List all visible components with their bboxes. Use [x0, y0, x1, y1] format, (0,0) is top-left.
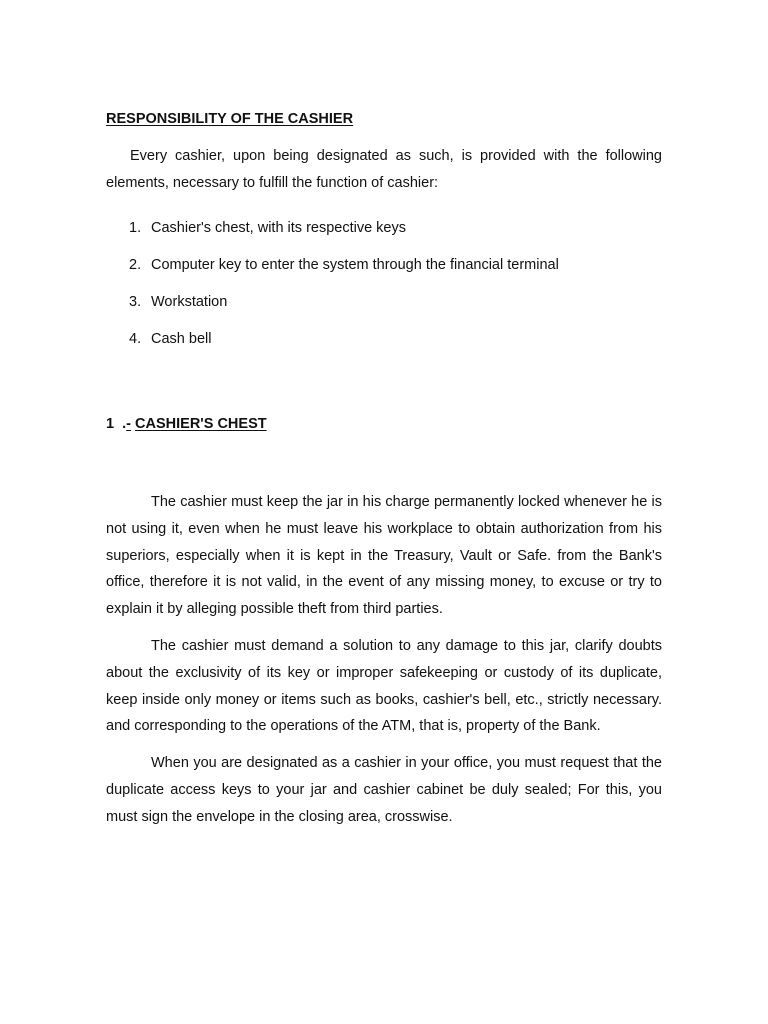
list-item [129, 291, 559, 328]
list-item-number: 3. [129, 294, 142, 310]
section-body [106, 489, 662, 841]
intro-paragraph: Every cashier, upon being designated as such, is provided with the following elements, necessary to fulfill the function of cashier: [106, 148, 662, 191]
section-separator-dash: - [126, 416, 132, 432]
list-item [129, 328, 559, 365]
section-heading [106, 414, 267, 434]
elements-list [129, 217, 559, 365]
list-item-number: 4. [129, 331, 142, 347]
body-paragraph: When you are designated as a cashier in your office, you must request that the duplicate access keys to your jar and cashier cabinet be duly sealed; For this, you must sign the envelope in the closing area, crosswise. [106, 755, 662, 825]
list-item-number: 1. [129, 220, 142, 236]
section-number: 1 [106, 416, 115, 432]
body-paragraph: The cashier must keep the jar in his charge permanently locked whenever he is not using it, even when he must leave his workplace to obtain authorization from his superiors, especially when it is kept in the Treasury, Vault or Safe. from the Bank's office, therefore it is not valid, in the event of any missing money, to excuse or try to explain it by alleging possible theft from third parties. [106, 494, 662, 618]
document-title: RESPONSIBILITY OF THE CASHIER [106, 111, 354, 127]
section-label: CASHIER'S CHEST [135, 416, 267, 432]
section-separator-dot: . [122, 416, 127, 432]
list-item-text: Cashier's chest, with its respective keys [151, 220, 406, 236]
list-item [129, 217, 559, 254]
list-item-number: 2. [129, 257, 142, 273]
list-item [129, 254, 559, 291]
body-paragraph: The cashier must demand a solution to any damage to this jar, clarify doubts about the exclusivity of its key or improper safekeeping or custody of its duplicate, keep inside only money or items such as books, cashier's bell, etc., strictly necessary. and corresponding to the operations of the ATM, that is, property of the Bank. [106, 637, 662, 735]
list-item-text: Computer key to enter the system through the financial terminal [151, 257, 559, 273]
list-item-text: Workstation [151, 294, 228, 310]
list-item-text: Cash bell [151, 331, 212, 347]
